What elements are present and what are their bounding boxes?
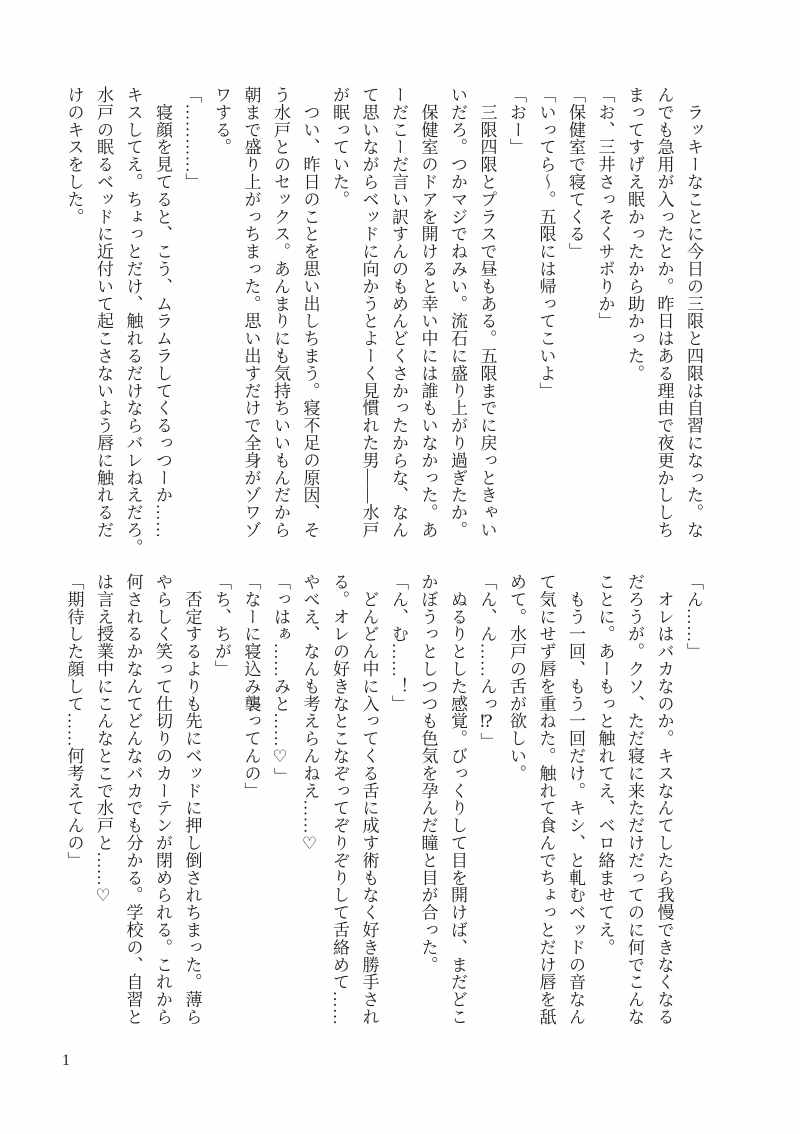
text-column: やらしく笑って仕切りのカーテンが閉められる。これから <box>153 573 172 1026</box>
text-column: ラッキーなことに今日の三限と四限は自習になった。な <box>684 86 703 539</box>
text-column: けのキスをした。 <box>64 86 84 226</box>
text-column: どんどん中に入ってくる舌に成す術もなく好き勝手され <box>359 573 379 1026</box>
text-column: が眠っていた。 <box>330 86 349 208</box>
text-column: もう一回、もう一回だけ。キシ、と軋むベッドの音なん <box>566 573 585 1026</box>
text-column: いだろ。つかマジでねみい。流石に盛り上がり過ぎたか。 <box>448 86 467 539</box>
text-column: 「いってら〜。五限には帰ってこいよ」 <box>536 86 556 400</box>
top-text-block <box>59 86 708 556</box>
text-column: キスしてえ。ちょっとだけ、触れるだけならバレねえだろ。 <box>123 86 143 556</box>
text-column: は言え授業中にこんなとこで水戸と……♡ <box>94 573 113 907</box>
text-column: ーだこーだ言い訳すんのもめんどくさかったからな、なん <box>389 86 408 539</box>
text-column: まってすげえ眠かったから助かった。 <box>625 86 644 382</box>
text-column: 「ん、む……！」 <box>389 573 408 713</box>
text-column: 「っはぁ……みと……♡」 <box>271 573 290 785</box>
text-column: めて。水戸の舌が欲しい。 <box>507 573 526 782</box>
text-column: る。オレの好きなとこなぞってぞりぞりして舌絡めて…… <box>330 573 349 1026</box>
text-column: 保健室のドアを開けると幸い中には誰もいなかった。あ <box>418 86 438 539</box>
text-column: 三限四限とプラスで昼もある。五限までに戻っときゃい <box>477 86 497 539</box>
text-column: 寝顔を見てると、こう、ムラムラしてくるっつーか…… <box>153 86 172 539</box>
text-column: 「ん、ん……んっ⁉」 <box>477 573 497 750</box>
text-column: て気にせず唇を重ねた。触れて食んでちょっとだけ唇を舐 <box>536 573 556 1026</box>
bottom-text-block <box>59 573 708 1025</box>
text-column: う水戸とのセックス。あんまりにも気持ちいいもんだから <box>271 86 290 539</box>
text-column: 水戸の眠るベッドに近付いて起こさないよう唇に触れるだ <box>94 86 113 539</box>
text-column: オレはバカなのか。キスなんてしたら我慢できなくなる <box>654 573 674 1026</box>
text-column: 「おー」 <box>507 86 526 156</box>
text-column: ワする。 <box>212 86 231 156</box>
text-column: 「お、三井さっそくサボりか」 <box>595 86 615 330</box>
text-column: 「…………」 <box>182 86 202 191</box>
text-column: 何されるかなんてどんなバカでも分かる。学校の、自習と <box>123 573 143 1026</box>
text-column: 朝まで盛り上がっちまった。思い出すだけで全身がゾワゾ <box>241 86 261 539</box>
text-column: やべえ、なんも考えらんねえ……♡ <box>300 573 320 855</box>
text-column: 「保健室で寝てくる」 <box>566 86 585 260</box>
text-column: かぼうっとしつつも色気を孕んだ瞳と目が合った。 <box>418 573 438 974</box>
text-column: ことに。あーもっと触れてえ、ベロ絡ませてえ。 <box>595 573 615 956</box>
text-column: つい、昨日のことを思い出しちまう。寝不足の原因、そ <box>300 86 320 539</box>
text-column: 「期待した顔して……何考えてんの」 <box>64 573 84 869</box>
text-column: て思いながらベッドに向かうとよーく見慣れた男――水戸 <box>359 86 379 539</box>
text-column: 否定するよりも先にベッドに押し倒されちまった。薄ら <box>182 573 202 1026</box>
page-number: 1 <box>62 1052 70 1069</box>
text-column: ぬるりとした感覚。びっくりして目を開けば、まだどこ <box>448 573 467 1026</box>
text-column: 「ち、ちが」 <box>212 573 231 678</box>
text-column: だろうが。クソ、ただ寝に来ただけだってのに何でこんな <box>625 573 644 1026</box>
text-column: 「ん……」 <box>684 573 703 660</box>
text-column: 「なーに寝込み襲ってんの」 <box>241 573 261 800</box>
text-column: んでも急用が入ったとか。昨日はある理由で夜更かししち <box>654 86 674 539</box>
